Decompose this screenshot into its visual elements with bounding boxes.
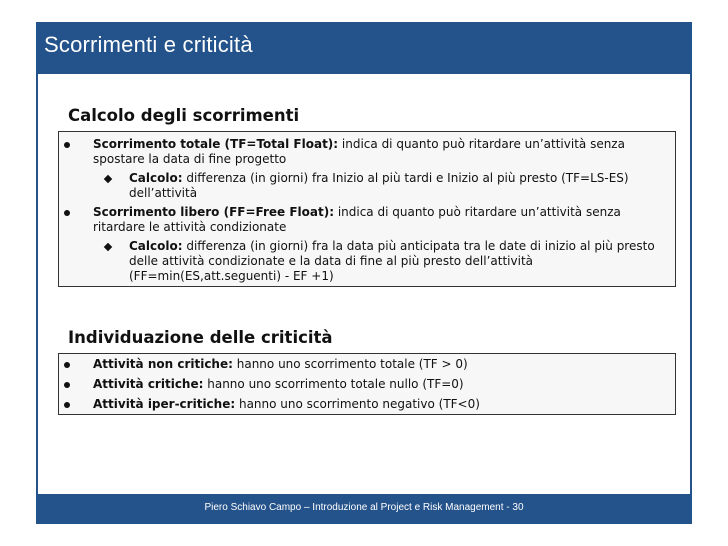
bullet-icon	[64, 210, 70, 216]
list-item	[93, 205, 668, 235]
item-text: hanno uno scorrimento totale (TF > 0)	[232, 357, 468, 371]
item-label: Attività critiche:	[93, 377, 204, 391]
section-criticita	[58, 328, 676, 415]
footer-bar	[36, 494, 692, 524]
list-item	[93, 377, 668, 392]
slide-title: Scorrimenti e criticità	[44, 32, 253, 57]
item-label: Attività non critiche:	[93, 357, 233, 371]
item-text: indica di quanto può ritardare un’attività senza spostare la data di fine progetto	[93, 137, 625, 166]
section-scorrimenti	[58, 106, 676, 287]
right-border	[690, 74, 692, 494]
item-label: Calcolo:	[129, 171, 183, 185]
item-label: Calcolo:	[129, 239, 183, 253]
section-heading: Calcolo degli scorrimenti	[68, 106, 300, 125]
item-label: Attività iper-critiche:	[93, 397, 236, 411]
list-item	[93, 137, 668, 167]
item-text: differenza (in giorni) fra Inizio al più tardi e Inizio al più presto (TF=LS-ES) dell’attività	[129, 171, 629, 200]
bullet-icon	[64, 402, 70, 408]
content-box	[58, 353, 676, 415]
list-item	[129, 171, 669, 201]
item-text: hanno uno scorrimento negativo (TF<0)	[235, 397, 480, 411]
item-label: Scorrimento totale (TF=Total Float):	[93, 137, 339, 151]
left-border	[36, 74, 38, 494]
item-text: differenza (in giorni) fra la data più anticipata tra le date di inizio al più presto delle attività condizionate e la data di fine al più presto dell’attività (FF=min(ES,att.seguenti) - EF +1)	[129, 239, 655, 283]
content-box	[58, 131, 676, 287]
item-label: Scorrimento libero (FF=Free Float):	[93, 205, 334, 219]
diamond-bullet-icon	[104, 243, 112, 251]
title-bar	[36, 22, 692, 74]
slide	[36, 22, 692, 524]
bullet-icon	[64, 142, 70, 148]
bullet-icon	[64, 362, 70, 368]
list-item	[129, 239, 669, 284]
section-heading: Individuazione delle criticità	[68, 328, 333, 347]
footer-text: Piero Schiavo Campo – Introduzione al Project e Risk Management - 30	[204, 502, 524, 513]
item-text: hanno uno scorrimento totale nullo (TF=0)	[203, 377, 464, 391]
bullet-icon	[64, 382, 70, 388]
list-item	[93, 357, 668, 372]
diamond-bullet-icon	[104, 175, 112, 183]
item-text: indica di quanto può ritardare un’attività senza ritardare le attività condizionate	[93, 205, 621, 234]
list-item	[93, 397, 668, 412]
